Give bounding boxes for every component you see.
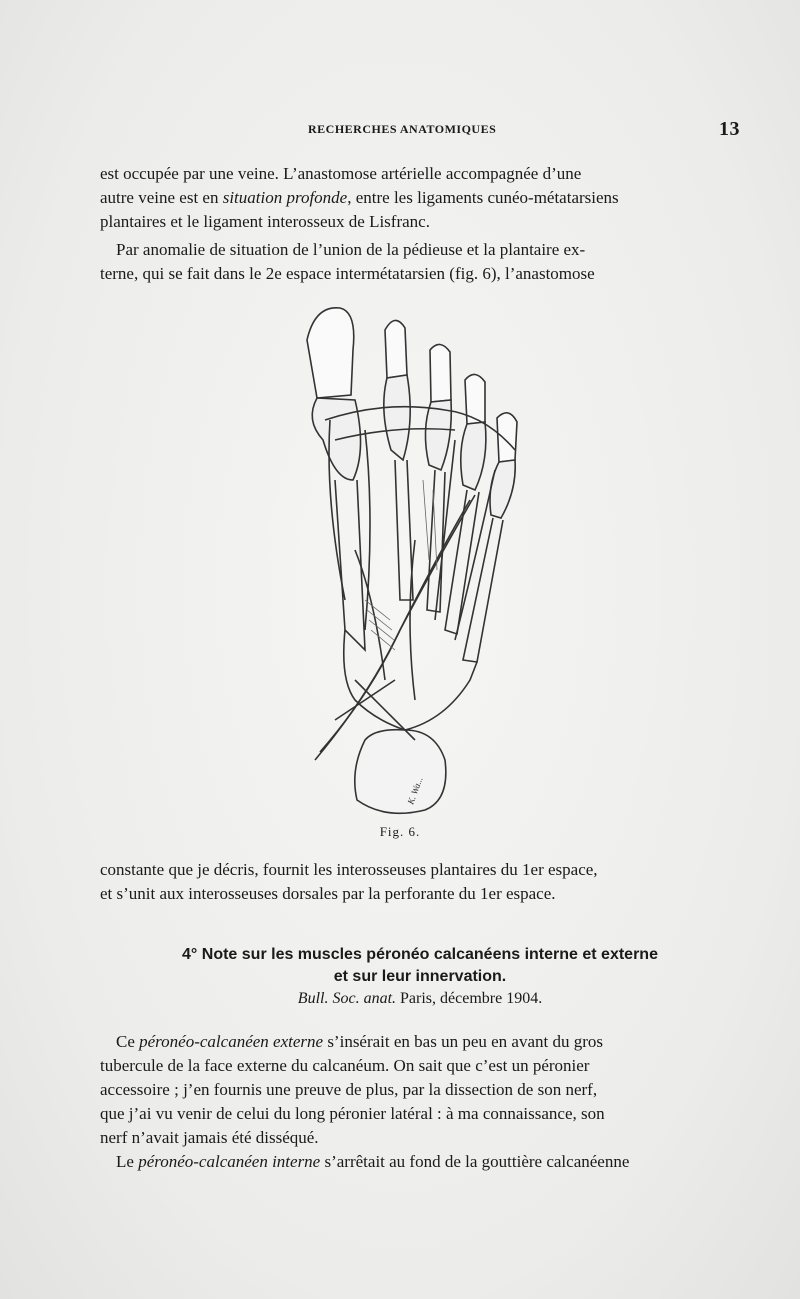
italic-span: péronéo-calcanéen externe — [139, 1032, 324, 1051]
figure-caption: Fig. 6. — [379, 824, 421, 839]
text-line: Par anomalie de situation de l’union de la pédieuse et la plantaire ex- — [116, 240, 586, 259]
text-line: nerf n’avait jamais été disséqué. — [100, 1128, 319, 1147]
citation-date: Paris, décembre 1904. — [396, 990, 543, 1007]
text-span: Le — [116, 1152, 139, 1171]
text-span: autre veine est en — [100, 188, 223, 207]
italic-span: situation profonde — [222, 188, 348, 207]
text-line: que j’ai vu venir de celui du long péronier latéral : à ma connaissance, son — [100, 1104, 605, 1123]
artist-signature: K. Wa... — [405, 775, 425, 806]
text-line: accessoire ; j’en fournis une preuve de plus, par la dissection de son nerf, — [100, 1080, 598, 1099]
running-title: RECHERCHES ANATOMIQUES — [308, 122, 497, 136]
journal-name: Bull. Soc. anat. — [297, 990, 397, 1007]
text-line: et s’unit aux interosseuses dorsales par la perforante du 1er espace. — [100, 884, 556, 903]
text-line — [100, 186, 740, 210]
paragraph-1 — [100, 162, 740, 234]
text-line: constante que je décris, fournit les interosseuses plantaires du 1er espace, — [100, 860, 598, 879]
text-line — [100, 1150, 740, 1174]
page-number: 13 — [719, 118, 740, 140]
section-heading-line-1: 4° Note sur les muscles péronéo calcanéens interne et externe — [182, 946, 658, 963]
paragraph-2 — [100, 238, 740, 286]
text-span: Ce — [116, 1032, 140, 1051]
text-line: est occupée par une veine. L’anastomose artérielle accompagnée d’une — [100, 164, 582, 183]
paragraph-3 — [100, 858, 740, 906]
text-line: tubercule de la face externe du calcanéum. On sait que c’est un péronier — [100, 1056, 590, 1075]
text-span: , entre les ligaments cunéo-métatarsiens — [347, 188, 619, 207]
text-line: plantaires et le ligament interosseux de Lisfranc. — [100, 212, 430, 231]
foot-drawing — [295, 300, 535, 820]
text-line — [100, 1030, 740, 1054]
paragraph-4 — [100, 1030, 740, 1150]
section-citation — [100, 990, 740, 1008]
paragraph-5 — [100, 1150, 740, 1174]
italic-span: péronéo-calcanéen interne — [138, 1152, 321, 1171]
section-heading-line-2: et sur leur innervation. — [333, 968, 507, 985]
text-span: s’arrêtait au fond de la gouttière calcanéenne — [320, 1152, 630, 1171]
text-span: s’insérait en bas un peu en avant du gros — [323, 1032, 604, 1051]
text-line: terne, qui se fait dans le 2e espace intermétatarsien (fig. 6), l’anastomose — [100, 264, 595, 283]
figure-foot-illustration — [295, 300, 535, 820]
